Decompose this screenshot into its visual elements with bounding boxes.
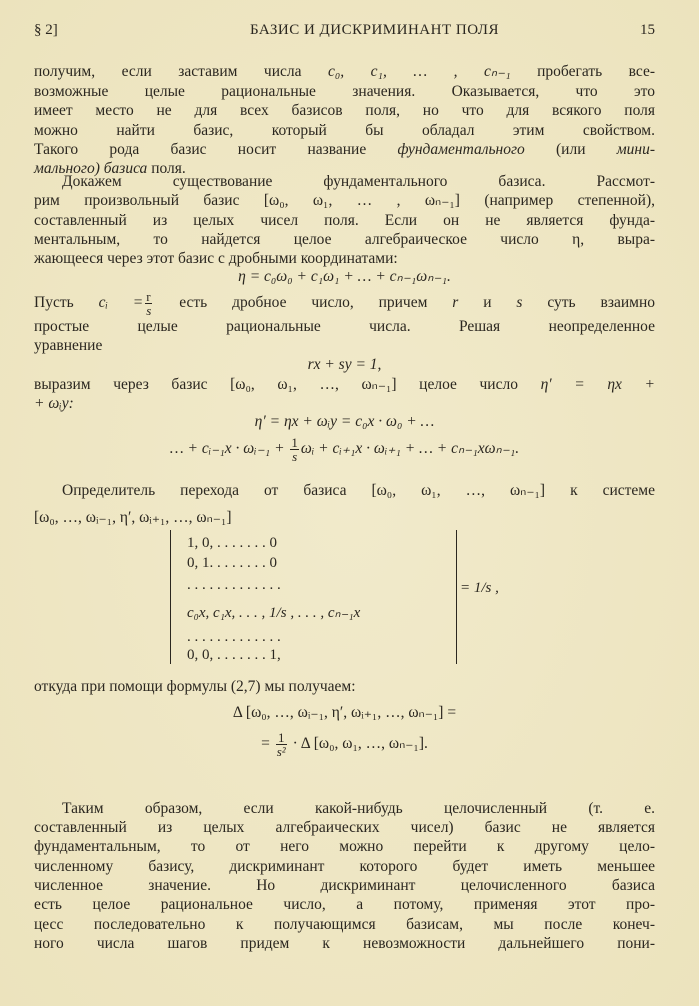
text-segment: можно найти базис, который бы обладал этим свойством. [34, 122, 655, 139]
matrix-row: . . . . . . . . . . . . . [187, 629, 281, 645]
math-or-emphasis: ωᵢ + cᵢ₊₁x · ωᵢ₊₁ + … + cₙ₋₁xωₙ₋₁. [300, 440, 520, 458]
text-segment: ментальным, то найдется целое алгебраическое число η, выра- [34, 231, 655, 248]
formula-line [34, 731, 655, 758]
text-segment: и [458, 294, 517, 312]
text-segment: Таким образом, если какой-нибудь целочисленный (т. е. [62, 800, 655, 817]
determinant-value: = 1/s , [460, 580, 499, 596]
formula-line [34, 436, 655, 463]
text-line [34, 481, 655, 501]
text-segment: Пусть [34, 294, 99, 312]
text-segment: Докажем существование фундаментального базиса. Рассмот- [62, 173, 655, 190]
text-line [34, 818, 655, 838]
math-or-emphasis: η′ = ηx + [540, 376, 655, 393]
text-segment: цесс последовательно к получающимся базисам, мы после конеч- [34, 916, 655, 933]
math-or-emphasis: r [452, 294, 459, 312]
text-line [34, 249, 655, 269]
math-or-emphasis: мини- [616, 141, 655, 158]
numerator: 1 [276, 731, 287, 745]
text-segment: простые целые рациональные числа. Решая неопределенное [34, 318, 655, 335]
formula-line [34, 412, 655, 432]
text-line [34, 62, 655, 82]
text-line [34, 394, 655, 414]
numerator: 1 [291, 435, 298, 450]
denominator: s² [276, 744, 286, 759]
text-segment: жающееся через этот базис с дробными координатами: [34, 250, 398, 267]
text-segment: фундаментальным, то от него можно перейти к другому цело- [34, 838, 655, 855]
text-line [34, 230, 655, 250]
text-segment: составленный из целых чисел поля. Если он не является фунда- [34, 212, 655, 229]
text-line [34, 82, 655, 102]
text-line [34, 857, 655, 877]
text-segment: рим произвольный базис [ω₀, ω₁, … , ωₙ₋₁] (например степенной), [34, 192, 655, 209]
text-segment: пробегать все- [510, 63, 656, 80]
formula-line [34, 703, 655, 723]
matrix-row: . . . . . . . . . . . . . [187, 577, 281, 593]
math-or-emphasis: c₀, c₁, … , cₙ₋₁ [328, 63, 511, 80]
text-line [34, 375, 655, 395]
fraction [290, 436, 299, 463]
text-segment: Определитель перехода от базиса [ω₀, ω₁, …, ωₙ₋₁] к системе [62, 482, 655, 499]
matrix-row: c₀x, c₁x, . . . , 1/s , . . . , cₙ₋₁x [187, 605, 361, 621]
formula-line [34, 355, 655, 375]
text-segment: уравнение [34, 337, 103, 354]
fraction [276, 731, 287, 758]
text-line [34, 677, 655, 697]
determinant-matrix [170, 530, 457, 664]
text-segment: получим, если заставим числа [34, 63, 329, 80]
matrix-row: 0, 0, . . . . . . . 1, [187, 647, 281, 663]
text-line [34, 336, 655, 356]
text-segment: имеет место не для всех базисов поля, но что для всякого поля [34, 102, 655, 119]
math-or-emphasis: + ωᵢy: [34, 395, 74, 412]
formula-line [34, 267, 655, 287]
text-line [34, 915, 655, 935]
denominator: s [292, 449, 298, 464]
math-or-emphasis: фундаментального [397, 141, 525, 158]
text-segment: есть целое рациональное число, а потому, применяя этот про- [34, 896, 655, 913]
text-segment: (или [524, 141, 617, 158]
section-number: § 2] [34, 22, 58, 38]
math-or-emphasis: мального) базиса [34, 160, 148, 177]
text-segment: Такого рода базис носит название [34, 141, 398, 158]
math-or-emphasis: η = c₀ω₀ + c₁ω₁ + … + cₙ₋₁ωₙ₋₁. [238, 268, 451, 285]
text-segment: · Δ [ω₀, ω₁, …, ωₙ₋₁]. [288, 735, 428, 753]
math-or-emphasis: s [516, 294, 523, 312]
matrix-row: 0, 1. . . . . . . . 0 [187, 555, 277, 571]
page-number: 15 [640, 22, 655, 38]
math-or-emphasis: η′ = ηx + ωᵢy = c₀x · ω₀ + … [254, 413, 435, 430]
math-or-emphasis: rx + sy = 1, [307, 356, 382, 373]
text-segment: = [261, 735, 274, 753]
math-or-emphasis: cᵢ = [98, 294, 144, 312]
numerator: r [146, 289, 151, 304]
text-segment: Δ [ω₀, …, ωᵢ₋₁, η′, ωᵢ₊₁, …, ωₙ₋₁] = [232, 704, 457, 721]
text-segment: численному базису, дискриминант которого будет иметь меньшее [34, 858, 655, 875]
text-segment: есть дробное число, причем [154, 294, 453, 312]
denominator: s [146, 303, 152, 318]
text-line [34, 508, 655, 528]
text-segment: поля. [147, 160, 186, 177]
text-line [34, 172, 655, 192]
text-line [34, 140, 655, 160]
text-segment: суть взаимно [522, 294, 655, 312]
text-segment: возможные целые рациональные значения. Оказывается, что это [34, 83, 655, 100]
math-or-emphasis: … + cᵢ₋₁x · ωᵢ₋₁ + [169, 440, 289, 458]
text-line [34, 934, 655, 954]
text-segment: численное значение. Но дискриминант целочисленного базиса [34, 877, 655, 894]
text-line [34, 101, 655, 121]
text-segment: выразим через базис [ω₀, ω₁, …, ωₙ₋₁] целое число [34, 376, 541, 393]
text-line [34, 895, 655, 915]
text-segment: [ω₀, …, ωᵢ₋₁, η′, ωᵢ₊₁, …, ωₙ₋₁] [34, 509, 232, 526]
text-line [34, 121, 655, 141]
text-line [34, 317, 655, 337]
text-line [34, 191, 655, 211]
text-line [34, 211, 655, 231]
text-segment: ного числа шагов придем к невозможности дальнейшего пони- [34, 935, 655, 952]
matrix-row: 1, 0, . . . . . . . 0 [187, 535, 277, 551]
text-line [34, 799, 655, 819]
fraction [145, 290, 152, 317]
text-line [34, 290, 655, 317]
text-line [34, 837, 655, 857]
text-segment: откуда при помощи формулы (2,7) мы получаем: [34, 678, 356, 695]
running-title: БАЗИС И ДИСКРИМИНАНТ ПОЛЯ [250, 22, 499, 38]
text-line [34, 876, 655, 896]
text-segment: составленный из целых алгебраических чисел) базис не является [34, 819, 655, 836]
